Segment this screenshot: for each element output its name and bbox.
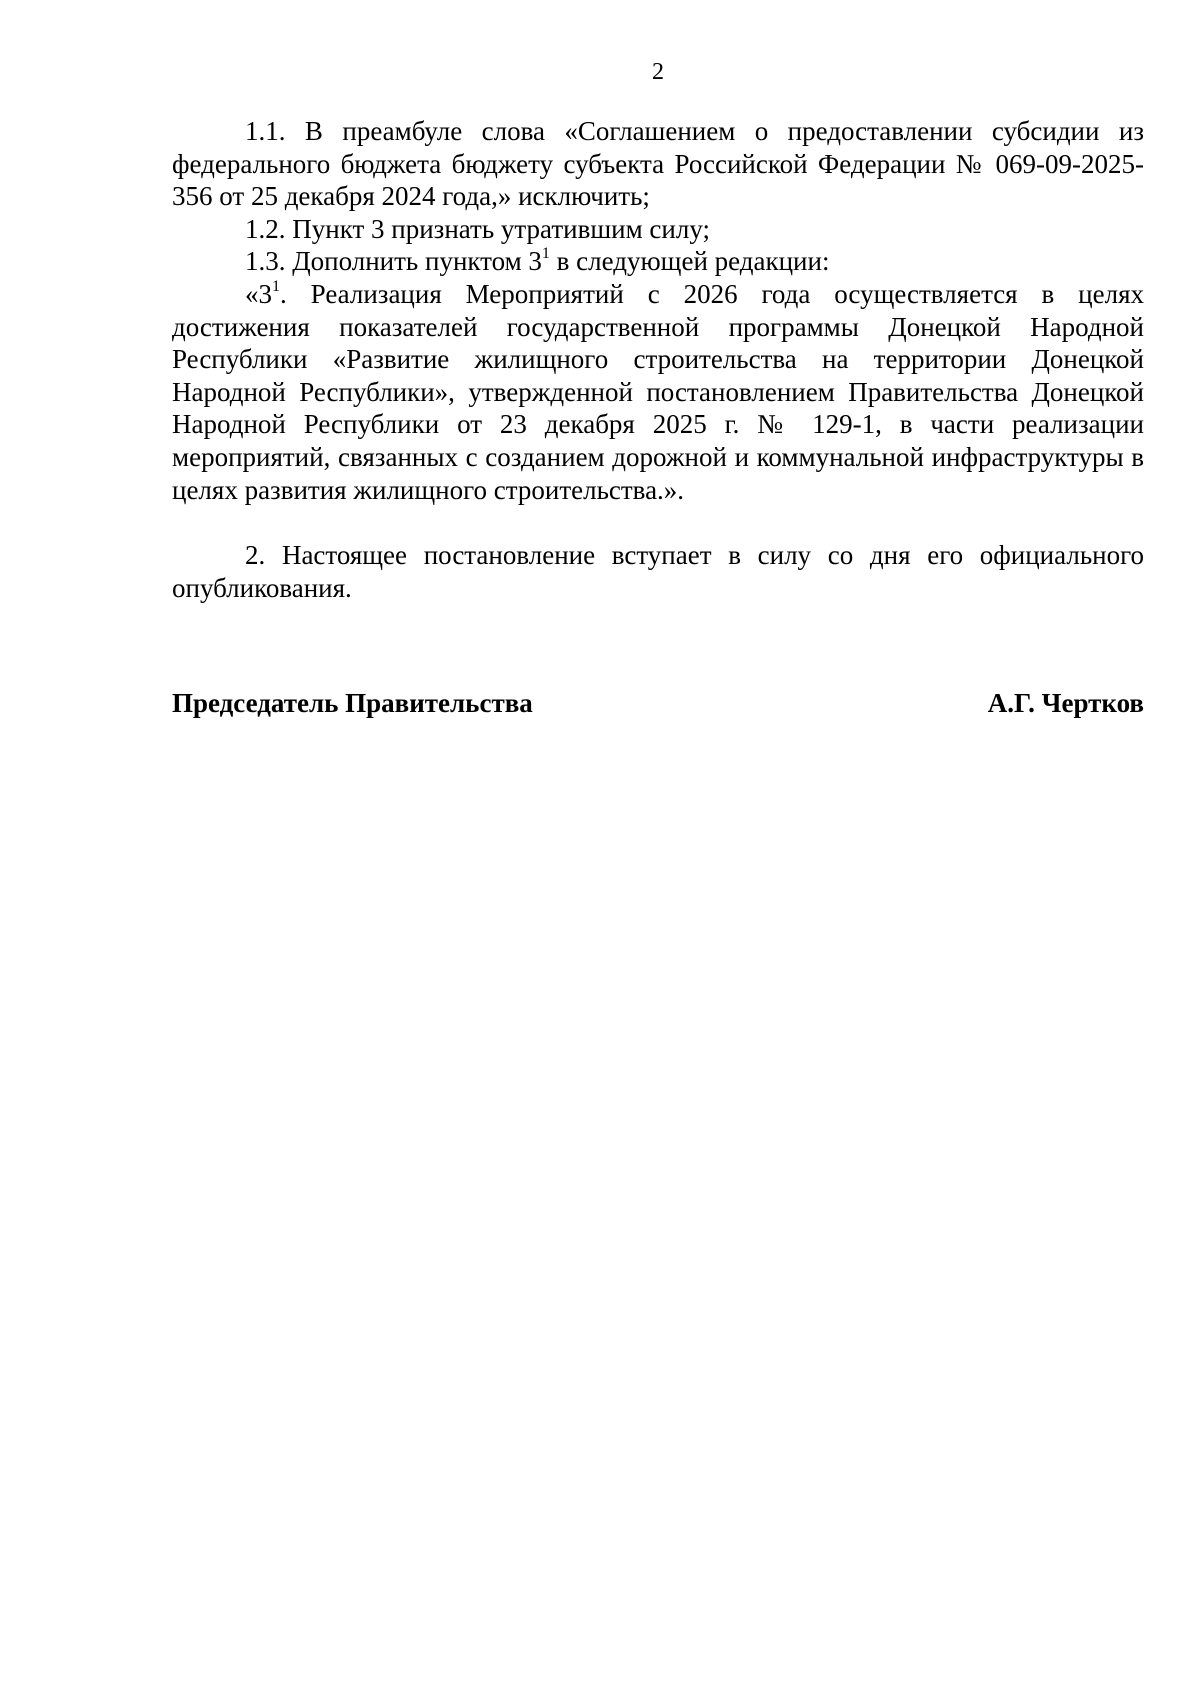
amendment-text: . Реализация Мероприятий с 2026 года осуществляется в целях достижения показателей государственной программы Донецкой Народной Республики «Развитие жилищного строительства на территории Донецкой Народной Республики», утвержденной постановлением Правительства Донецкой Народной Республики от 23 декабря 2025 г. № 129-1, в части реализации мероприятий, связанных с созданием дорожной и коммунальной инфраструктуры в целях развития жилищного строительства.». — [172, 278, 1144, 505]
signature-block — [172, 686, 1144, 720]
signatory-name: А.Г. Чертков — [987, 688, 1144, 718]
paragraph-1-3-text-end: в следующей редакции: — [549, 246, 830, 277]
superscript: 1 — [541, 245, 550, 263]
paragraph-1-3 — [172, 245, 1144, 278]
page-number: 2 — [652, 59, 664, 85]
paragraph-1-1: 1.1. В преамбуле слова «Соглашением о предоставлении субсидии из федерального бюджета бюджету субъекта Российской Федерации № 069-09-2025-356 от 25 декабря 2024 года,» исключить; — [172, 116, 1144, 212]
paragraph-2: 2. Настоящее постановление вступает в силу со дня его официального опубликования. — [172, 540, 1144, 603]
paragraph-amendment-3-1 — [172, 278, 1144, 506]
signatory-position: Председатель Правительства — [172, 688, 533, 718]
document-body — [172, 115, 1144, 604]
paragraph-1-3-text: 1.3. Дополнить пунктом 3 — [245, 246, 542, 277]
paragraph-spacer — [172, 506, 1144, 539]
paragraph-1-2: 1.2. Пункт 3 признать утратившим силу; — [245, 213, 710, 244]
superscript: 1 — [272, 277, 280, 295]
amendment-text-start: «3 — [245, 278, 272, 309]
